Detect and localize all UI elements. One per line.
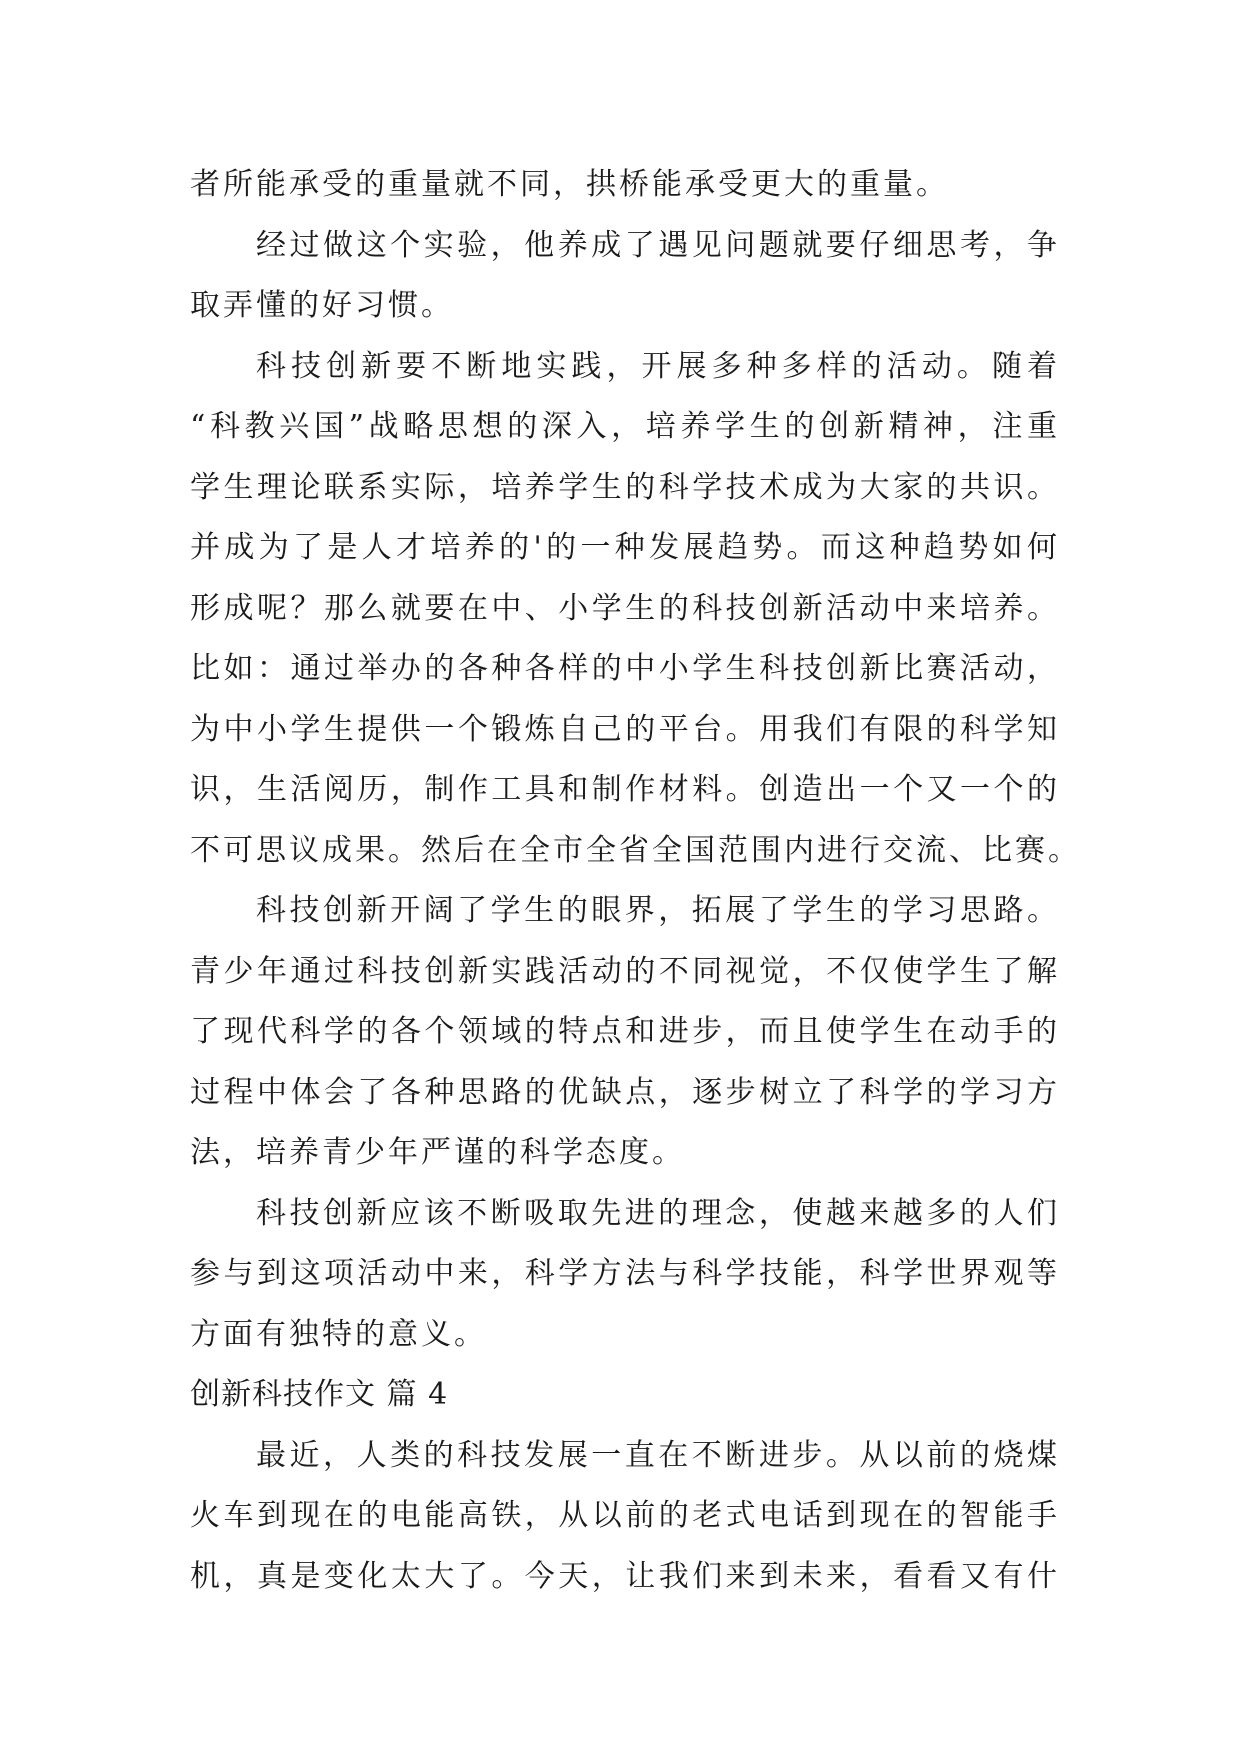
text-line: 经过做这个实验，他养成了遇见问题就要仔细思考，争	[256, 227, 1060, 263]
text-line: 青少年通过科技创新实践活动的不同视觉，不仅使学生了解	[190, 953, 1060, 989]
text-line: 科技创新开阔了学生的眼界，拓展了学生的学习思路。	[256, 893, 1060, 928]
text-line: 者所能承受的重量就不同，拱桥能承受更大的重量。	[190, 167, 949, 202]
text-line: 形成呢？那么就要在中、小学生的科技创新活动中来培养。	[190, 590, 1060, 626]
text-line: 方面有独特的意义。	[190, 1316, 487, 1352]
text-line: 学生理论联系实际，培养学生的科学技术成为大家的共识。	[190, 469, 1060, 505]
text-line: 过程中体会了各种思路的优缺点，逐步树立了科学的学习方	[190, 1074, 1060, 1110]
text-line: 法，培养青少年严谨的科学态度。	[190, 1135, 685, 1170]
text-line: “科教兴国”战略思想的深入，培养学生的创新精神，注重	[190, 409, 1060, 444]
article-body	[190, 155, 1081, 1607]
text-line: 比如：通过举办的各种各样的中小学生科技创新比赛活动，	[190, 651, 1060, 686]
text-line: 了现代科学的各个领域的特点和进步，而且使学生在动手的	[190, 1014, 1060, 1049]
text-line: 参与到这项活动中来，科学方法与科学技能，科学世界观等	[190, 1256, 1060, 1291]
text-line: 科技创新要不断地实践，开展多种多样的活动。随着	[256, 348, 1060, 384]
text-line: 火车到现在的电能高铁，从以前的老式电话到现在的智能手	[190, 1498, 1060, 1533]
text-line: 为中小学生提供一个锻炼自己的平台。用我们有限的科学知	[190, 711, 1060, 747]
text-line: 并成为了是人才培养的'的一种发展趋势。而这种趋势如何	[190, 530, 1060, 565]
text-line: 识，生活阅历，制作工具和制作材料。创造出一个又一个的	[190, 772, 1060, 807]
text-line: 不可思议成果。然后在全市全省全国范围内进行交流、比赛。	[190, 832, 1081, 868]
text-line: 最近，人类的科技发展一直在不断进步。从以前的烧煤	[256, 1437, 1060, 1473]
section-heading: 创新科技作文 篇 4	[190, 1377, 449, 1412]
text-line: 机，真是变化太大了。今天，让我们来到未来，看看又有什	[190, 1558, 1060, 1594]
text-line: 科技创新应该不断吸取先进的理念，使越来越多的人们	[256, 1195, 1060, 1231]
text-line: 取弄懂的好习惯。	[190, 288, 454, 323]
